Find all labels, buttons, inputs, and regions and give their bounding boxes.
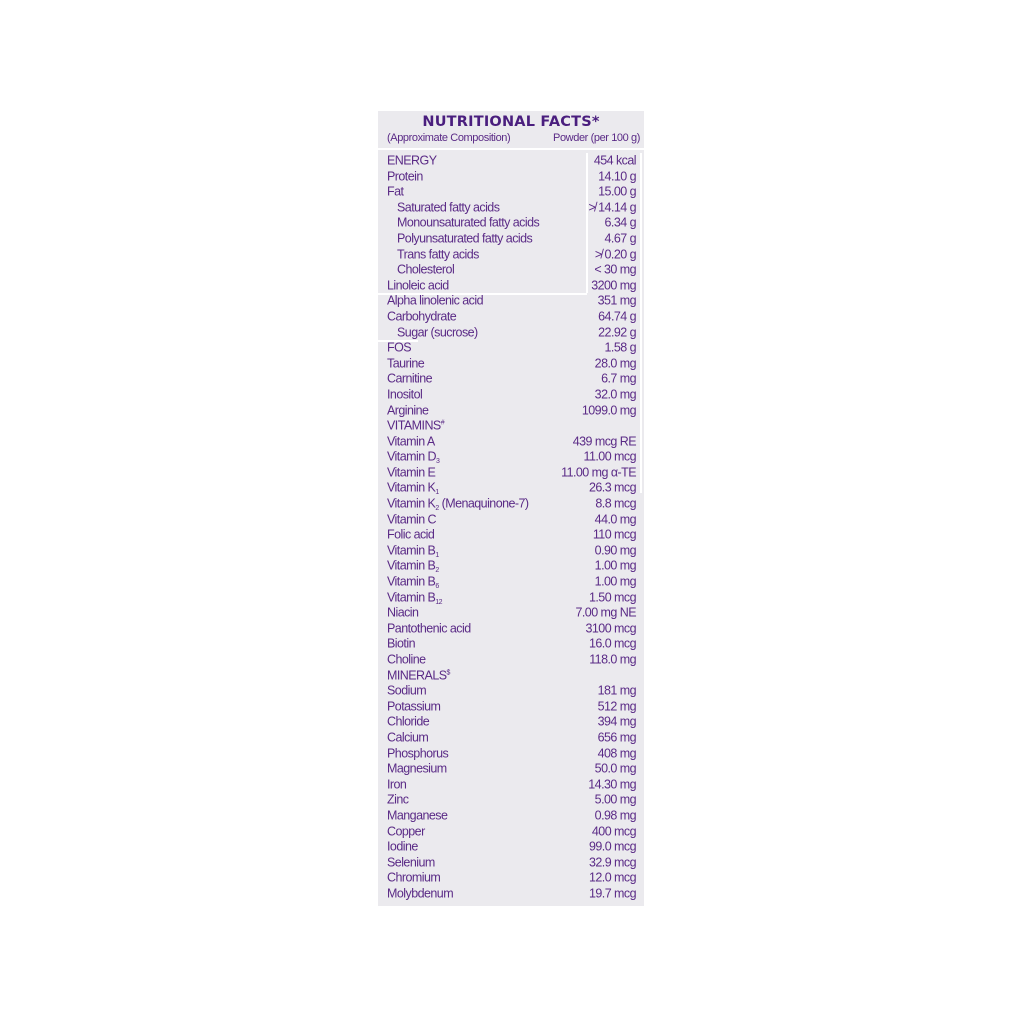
nutrient-row — [378, 309, 644, 326]
nutrient-value: 3200 mg — [591, 277, 636, 293]
nutrient-name-text: Taurine — [387, 355, 425, 371]
nutrient-row — [378, 356, 644, 373]
nutrient-name — [387, 169, 423, 186]
nutrient-subscript: 1 — [435, 551, 439, 559]
nutrient-name-text: Iodine — [387, 839, 418, 854]
nutrient-value: 110 mcg — [592, 527, 636, 543]
nutrient-name-text: VITAMINS — [387, 418, 441, 433]
nutrient-name-text: Vitamin B — [387, 574, 436, 589]
nutrient-value: 400 mcg — [591, 823, 636, 839]
composition-label: (Approximate Composition) — [387, 132, 511, 144]
nutrient-value: 4.67 g — [604, 230, 636, 246]
nutrient-name-suffix: (Menaquinone-7) — [438, 496, 529, 511]
nutrient-name-text: Cholesterol — [397, 262, 455, 277]
nutrient-name — [397, 215, 539, 232]
nutrient-name-text: Phosphorus — [387, 745, 449, 761]
nutrient-value: 26.3 mcg — [588, 480, 636, 496]
nutrient-value: 15.00 g — [598, 184, 636, 200]
nutrient-name — [387, 652, 426, 669]
nutrient-name — [387, 590, 442, 607]
serving-label: Powder (per 100 g) — [553, 132, 640, 144]
nutrient-name-text: Iron — [387, 776, 407, 792]
nutrient-table — [378, 153, 644, 902]
nutrient-name-text: Magnesium — [387, 761, 447, 776]
nutrient-row — [378, 527, 644, 544]
nutrient-value: 1099.0 mg — [581, 402, 636, 418]
nutrient-name — [387, 449, 439, 466]
nutrient-name-text: Alpha linolenic acid — [387, 293, 484, 309]
nutrient-name — [387, 621, 471, 638]
nutrient-value: 3100 mcg — [585, 620, 636, 636]
nutrient-value: 32.9 mcg — [588, 854, 636, 870]
nutrient-name-text: Niacin — [387, 605, 419, 621]
nutrient-value: 118.0 mg — [589, 652, 636, 667]
nutrient-subscript: 1 — [435, 488, 439, 497]
nutrient-name — [387, 730, 428, 747]
nutrient-name — [387, 777, 406, 794]
nutrient-row — [378, 293, 644, 310]
nutrient-row — [378, 730, 644, 747]
nutrient-name — [387, 839, 418, 856]
nutrient-name — [387, 418, 444, 435]
nutrient-name-text: Molybdenum — [387, 885, 454, 901]
nutrient-name-text: Vitamin D — [387, 449, 437, 465]
nutrient-row — [378, 714, 644, 731]
nutrient-row — [378, 496, 644, 513]
nutrient-row — [378, 605, 644, 622]
nutrient-name-text: Manganese — [387, 807, 448, 823]
nutrient-name-text: FOS — [387, 340, 412, 355]
nutrient-row — [378, 621, 644, 638]
nutrient-value: 28.0 mg — [594, 355, 636, 371]
nutrient-row — [378, 668, 644, 685]
nutrient-name-text: Vitamin E — [387, 464, 436, 480]
nutrient-name — [387, 309, 456, 326]
section-footnote-mark: $ — [446, 668, 450, 677]
nutrient-name-text: Calcium — [387, 729, 429, 745]
nutrient-row — [378, 184, 644, 201]
nutrient-value: 656 mg — [597, 729, 636, 745]
nutrient-value: 6.34 g — [604, 215, 636, 231]
nutrient-row — [378, 699, 644, 716]
nutrient-name — [387, 636, 415, 653]
nutrition-title: NUTRITIONAL FACTS* — [422, 114, 600, 130]
nutrient-value: 408 mg — [597, 745, 636, 761]
nutrient-row — [378, 652, 644, 669]
nutrient-row — [378, 449, 644, 466]
nutrient-name — [387, 558, 439, 575]
nutrient-row — [378, 746, 644, 763]
nutrient-name — [387, 527, 434, 544]
nutrient-name-text: Vitamin B — [387, 558, 436, 574]
nutrient-value: 1.50 mcg — [588, 589, 636, 605]
nutrient-name-text: Inositol — [387, 386, 423, 402]
nutrient-row — [378, 371, 644, 388]
nutrient-subscript: 3 — [436, 457, 440, 466]
nutrient-value: 394 mg — [597, 714, 636, 730]
nutrient-row — [378, 683, 644, 700]
nutrient-value: 99.0 mcg — [588, 839, 636, 854]
nutrient-name — [397, 200, 499, 217]
nutrient-name — [397, 262, 454, 279]
nutrient-row — [378, 480, 644, 497]
nutrient-value: ≯ 0.20 g — [594, 246, 636, 262]
nutrient-row — [378, 543, 644, 560]
nutrient-name-text: Vitamin B — [387, 589, 436, 605]
nutrient-name-text: MINERALS — [387, 667, 447, 683]
nutrient-row — [378, 387, 644, 404]
nutrient-name-text: Selenium — [387, 854, 435, 870]
nutrient-name — [387, 153, 437, 170]
nutrient-name — [387, 480, 439, 497]
nutrient-value: 512 mg — [597, 698, 636, 714]
nutrient-row — [378, 839, 644, 856]
nutrient-value: 64.74 g — [598, 308, 636, 324]
nutrient-name-text: Sodium — [387, 683, 427, 699]
nutrient-value: 439 mcg RE — [572, 433, 636, 449]
nutrient-value: 44.0 mg — [594, 511, 636, 527]
nutrient-name — [387, 371, 432, 388]
nutrient-name-text: Sugar (sucrose) — [397, 324, 478, 340]
nutrient-value: 1.00 mg — [594, 574, 636, 589]
nutrient-row — [378, 262, 644, 279]
nutrient-name-text: Potassium — [387, 698, 441, 714]
nutrient-value: 7.00 mg NE — [575, 605, 636, 621]
nutrient-value: ≯ 14.14 g — [588, 199, 636, 215]
nutrient-name-text: Copper — [387, 823, 425, 839]
nutrient-name — [387, 465, 435, 482]
section-footnote-mark: # — [440, 419, 445, 427]
nutrient-value: < 30 mg — [594, 262, 636, 277]
nutrient-name — [387, 434, 435, 451]
nutrient-value: 181 mg — [597, 683, 636, 699]
nutrient-name — [387, 886, 453, 903]
nutrient-name — [387, 855, 435, 872]
nutrient-name-text: Saturated fatty acids — [397, 199, 500, 215]
nutrient-row — [378, 340, 644, 357]
nutrient-value: 454 kcal — [593, 153, 636, 168]
nutrient-name-text: Trans fatty acids — [397, 246, 479, 262]
nutrient-value: 14.10 g — [598, 168, 636, 184]
nutrient-subscript: 2 — [435, 566, 439, 575]
nutrient-row — [378, 231, 644, 248]
nutrient-name-text: Fat — [387, 184, 404, 200]
nutrient-row — [378, 886, 644, 903]
nutrient-value: 6.7 mg — [601, 371, 636, 387]
nutrient-name — [387, 761, 447, 778]
nutrient-row — [378, 870, 644, 887]
nutrient-value: 16.0 mcg — [588, 636, 636, 652]
nutrient-value: 5.00 mg — [594, 792, 636, 808]
nutrient-value: 12.0 mcg — [588, 870, 636, 886]
nutrient-row — [378, 824, 644, 841]
nutrient-row — [378, 636, 644, 653]
nutrient-row — [378, 761, 644, 778]
nutrient-name-text: Folic acid — [387, 527, 435, 543]
nutrient-row — [378, 465, 644, 482]
nutrient-value: 50.0 mg — [594, 761, 636, 776]
nutrient-row — [378, 278, 644, 295]
nutrient-row — [378, 215, 644, 232]
nutrient-name-text: Vitamin K — [387, 480, 436, 496]
nutrient-value: 0.98 mg — [594, 807, 636, 823]
nutrient-name — [387, 356, 424, 373]
nutrient-row — [378, 169, 644, 186]
nutrient-name — [387, 699, 440, 716]
nutrient-name — [387, 792, 408, 809]
nutrient-row — [378, 512, 644, 529]
nutrient-value: 11.00 mg α-TE — [561, 464, 636, 480]
nutrient-name — [387, 387, 422, 404]
nutrient-row — [378, 200, 644, 217]
nutrient-name — [397, 325, 478, 342]
nutrient-value: 1.00 mg — [594, 558, 636, 574]
nutrient-row — [378, 434, 644, 451]
nutrient-name-text: Chromium — [387, 870, 441, 886]
nutrient-name — [387, 278, 449, 295]
nutrient-name-text: Monounsaturated fatty acids — [397, 215, 540, 231]
nutrient-name-text: ENERGY — [387, 153, 437, 168]
nutrient-name-text: Protein — [387, 168, 423, 184]
nutrient-name — [387, 714, 429, 731]
nutrient-name-text: Arginine — [387, 402, 429, 418]
nutrient-name — [387, 293, 483, 310]
nutrient-name — [387, 746, 448, 763]
header-separator — [378, 148, 644, 150]
nutrient-row — [378, 418, 644, 435]
nutrient-name — [397, 231, 532, 248]
nutrient-row — [378, 777, 644, 794]
nutrient-row — [378, 558, 644, 575]
nutrient-value: 11.00 mcg — [583, 449, 636, 465]
nutrient-name — [387, 808, 447, 825]
nutrient-row — [378, 153, 644, 170]
column-header — [387, 132, 640, 144]
nutrient-name — [387, 824, 425, 841]
nutrient-value: 8.8 mcg — [595, 496, 636, 511]
nutrient-row — [378, 403, 644, 420]
nutrient-name-text: Vitamin C — [387, 511, 437, 527]
nutrient-value: 351 mg — [597, 293, 636, 309]
nutrient-name — [387, 605, 418, 622]
nutrient-name-text: Vitamin A — [387, 433, 435, 449]
nutrient-name-text: Pantothenic acid — [387, 620, 471, 636]
nutrient-name-text: Polyunsaturated fatty acids — [397, 230, 533, 246]
nutrient-value: 22.92 g — [598, 324, 636, 340]
nutrient-subscript: 6 — [435, 582, 439, 590]
nutrient-value: 0.90 mg — [594, 542, 636, 558]
nutrient-name-text: Carbohydrate — [387, 308, 457, 324]
nutrient-row — [378, 590, 644, 607]
nutrient-name — [387, 403, 428, 420]
nutrient-name-text: Vitamin B — [387, 542, 436, 558]
nutrient-name-text: Zinc — [387, 792, 409, 808]
nutrient-value: 14.30 mg — [588, 776, 636, 792]
nutrient-name-text: Vitamin K — [387, 496, 436, 511]
nutrient-value: 32.0 mg — [594, 386, 636, 402]
nutrient-name-text: Chloride — [387, 714, 430, 730]
nutrient-value: 19.7 mcg — [588, 885, 636, 901]
nutrient-name — [387, 340, 411, 357]
nutrient-name — [387, 184, 403, 201]
nutrient-name — [387, 668, 450, 685]
nutrient-name — [387, 870, 440, 887]
nutrient-name — [387, 496, 529, 513]
nutrient-name-text: Choline — [387, 652, 426, 667]
nutrient-row — [378, 247, 644, 264]
nutrient-name-text: Biotin — [387, 636, 415, 652]
nutrient-name-text: Carnitine — [387, 371, 433, 387]
nutrient-name — [387, 574, 439, 591]
nutrient-subscript: 2 — [435, 504, 439, 512]
nutrient-subscript: 12 — [435, 598, 443, 606]
nutrient-value: 1.58 g — [604, 340, 636, 355]
nutrient-name — [387, 683, 426, 700]
nutrient-name — [397, 247, 479, 264]
nutrient-name — [387, 543, 439, 560]
nutrient-name — [387, 512, 436, 529]
nutrient-row — [378, 325, 644, 342]
nutrient-row — [378, 855, 644, 872]
nutrient-row — [378, 792, 644, 809]
nutrient-row — [378, 808, 644, 825]
nutrient-name-text: Linoleic acid — [387, 277, 449, 293]
nutrient-row — [378, 574, 644, 591]
nutrition-facts-panel — [378, 111, 644, 906]
